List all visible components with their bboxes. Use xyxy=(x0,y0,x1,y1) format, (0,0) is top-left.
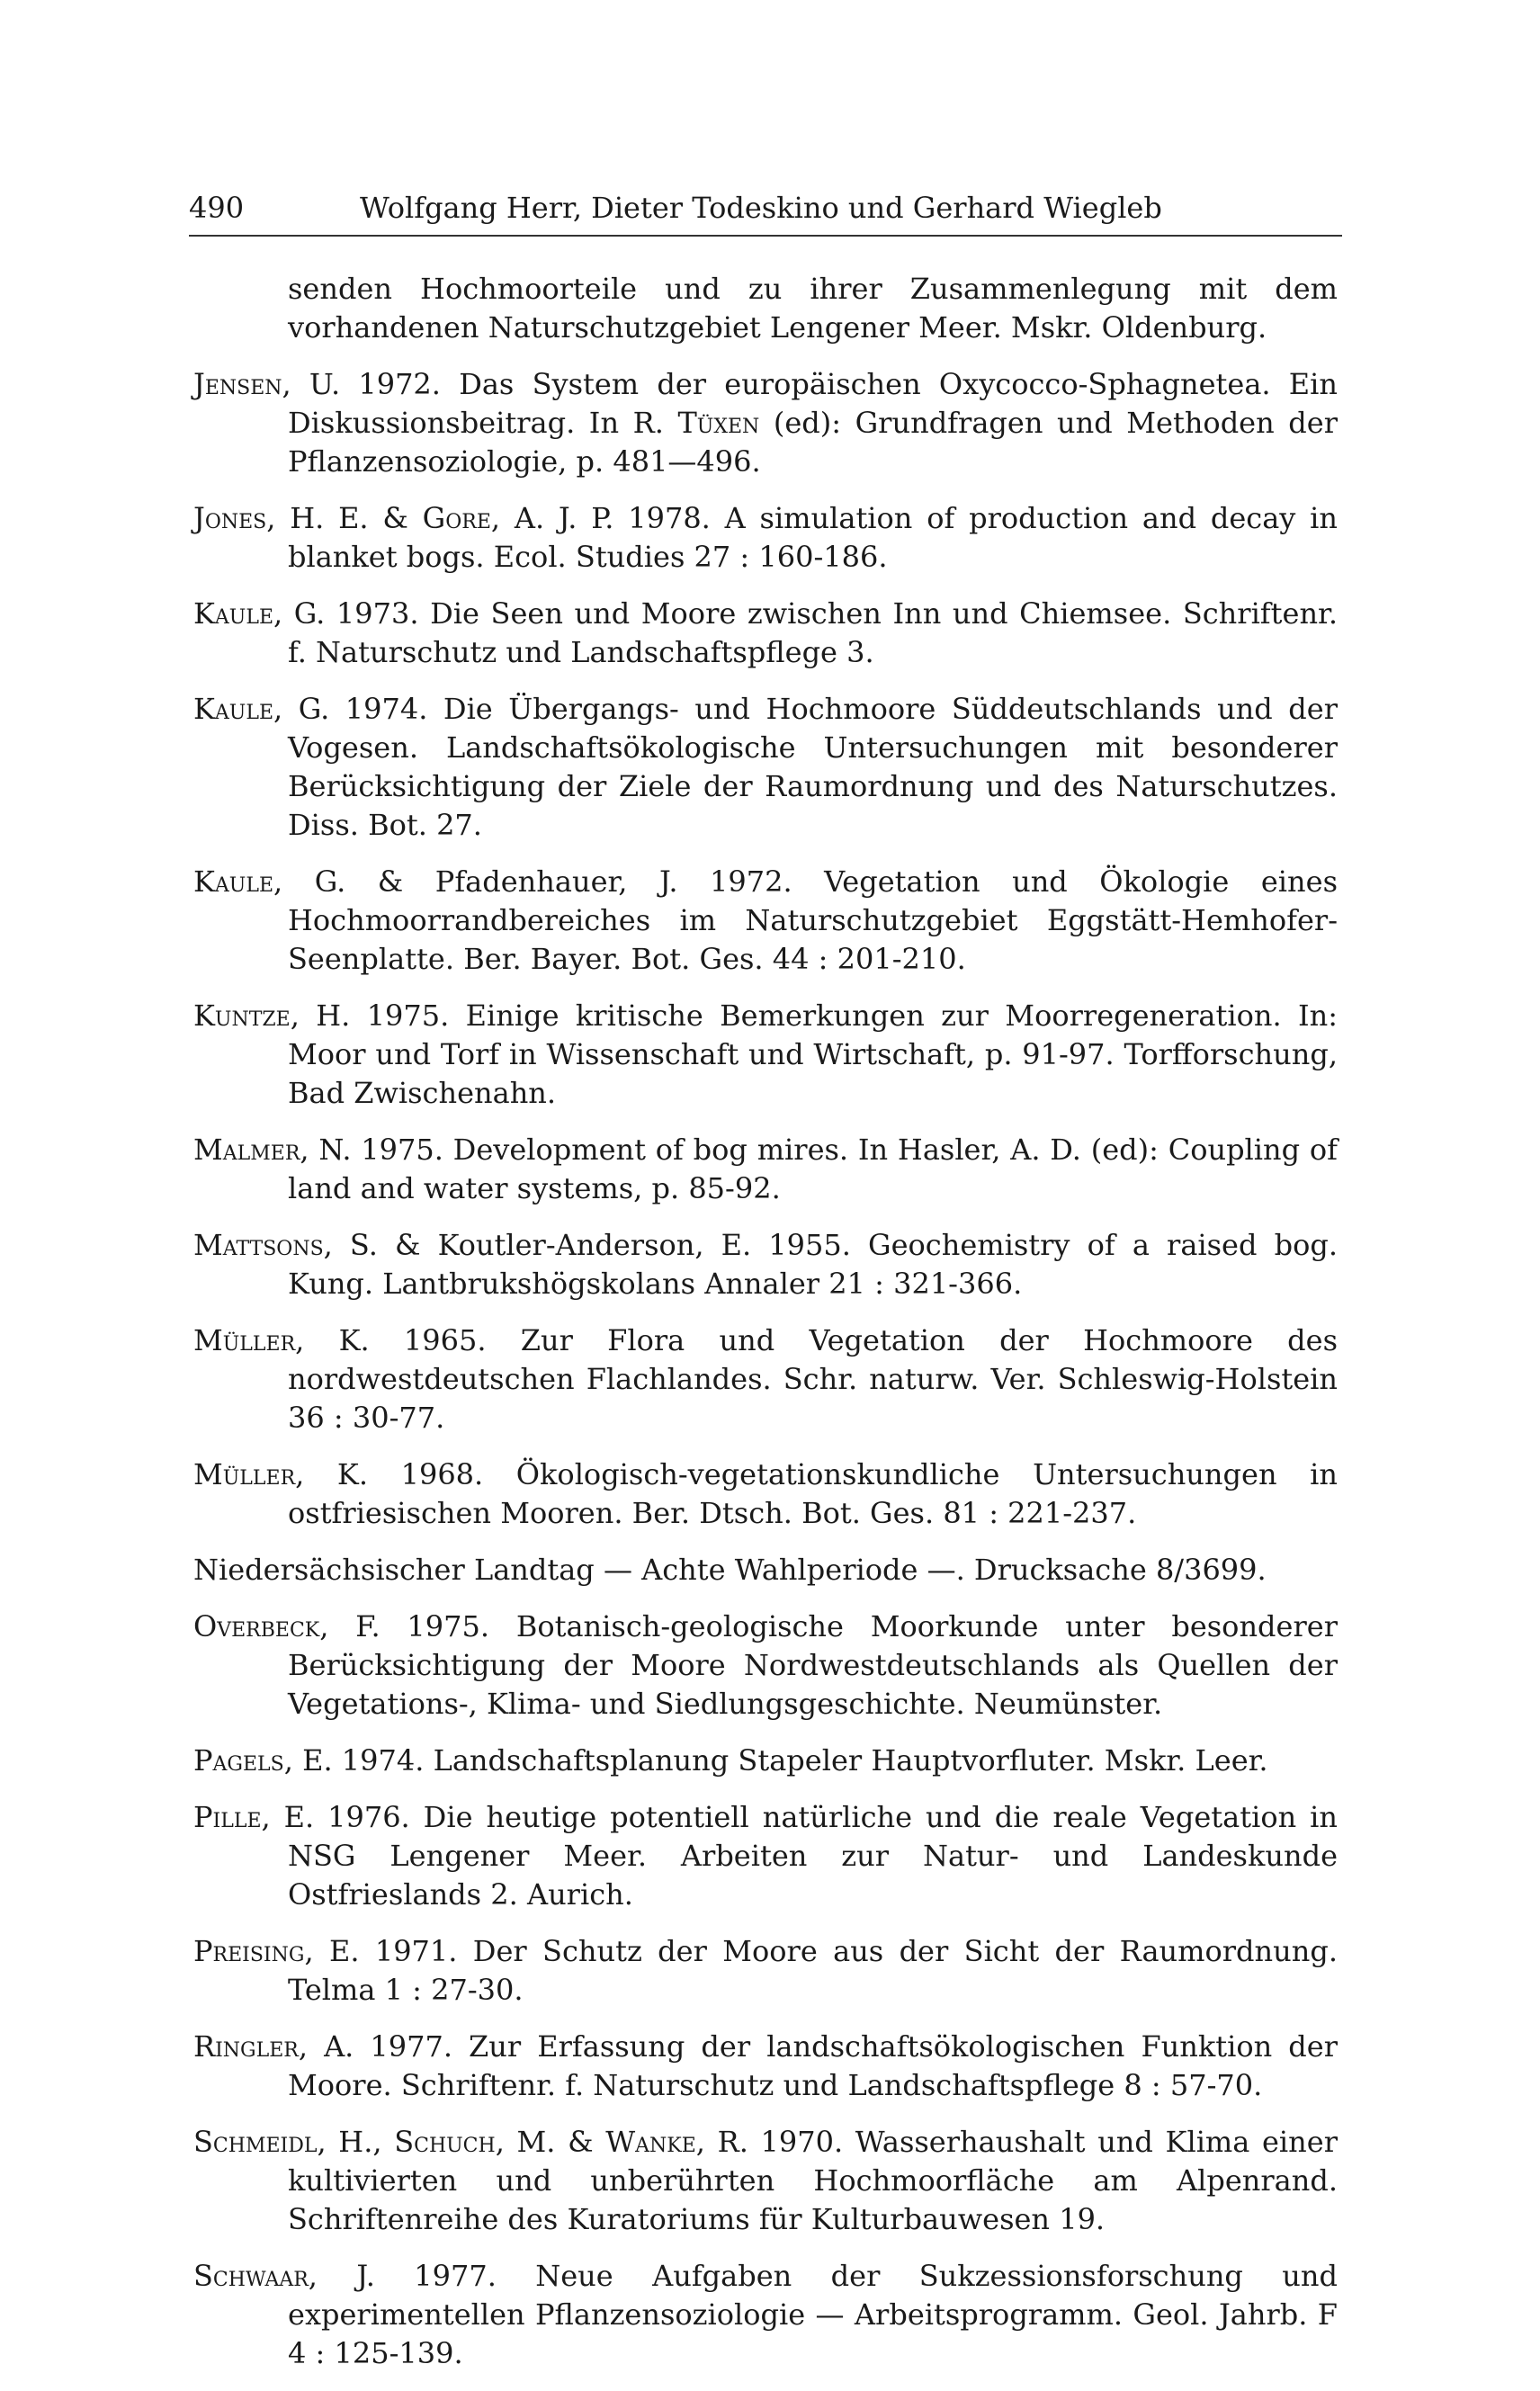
reference-author: Pagels xyxy=(193,1743,284,1778)
reference-entry xyxy=(193,1551,1338,1590)
reference-entry xyxy=(193,2028,1338,2105)
reference-text: , E. 1974. Landschaftsplanung Stapeler Hauptvorfluter. Mskr. Leer. xyxy=(283,1743,1268,1778)
reference-text: Niedersächsischer Landtag — Achte Wahlperiode —. Drucksache 8/3699. xyxy=(193,1553,1267,1587)
reference-text: , R. 1970. Wasserhaushalt und Klima einer kultivierten und unberührten Hochmoorfläche am Alpenrand. Schriftenreihe des Kuratoriums für Kulturbauwesen 19. xyxy=(288,2125,1339,2236)
reference-text: senden Hochmoorteile und zu ihrer Zusammenlegung mit dem vorhandenen Naturschutzgebiet Lengener Meer. Mskr. Oldenburg. xyxy=(288,272,1338,345)
reference-entry xyxy=(193,1798,1338,1914)
reference-text: , N. 1975. Development of bog mires. In Hasler, A. D. (ed): Coupling of land and water systems, p. 85-92. xyxy=(288,1133,1338,1205)
reference-text: , G. 1974. Die Übergangs- und Hochmoore Süddeutschlands und der Vogesen. Landschaftsökologische Untersuchungen mit besonderer Berücksichtigung der Ziele der Raumordnung und des Naturschutzes. Diss. Bot. 27. xyxy=(273,692,1338,842)
reference-author: Kaule xyxy=(193,864,274,899)
reference-author: Kaule xyxy=(193,596,274,631)
reference-entry xyxy=(193,1131,1338,1208)
reference-text: (ed): Grundfragen und Methoden der Pflanzensoziologie, p. 481—496. xyxy=(288,406,1339,479)
reference-entry xyxy=(193,499,1338,577)
reference-text: , G. 1973. Die Seen und Moore zwischen Inn und Chiemsee. Schriftenr. f. Naturschutz und Landschaftspflege 3. xyxy=(273,596,1338,669)
reference-author: Ringler xyxy=(193,2029,299,2064)
reference-text: , K. 1965. Zur Flora und Vegetation der Hochmoore des nordwestdeutschen Flachlandes. Schr. naturw. Ver. Schleswig-Holstein 36 : 30-77. xyxy=(288,1323,1338,1435)
reference-text: , E. 1976. Die heutige potentiell natürliche und die reale Vegetation in NSG Lengener Meer. Arbeiten zur Natur- und Landeskunde Ostfrieslands 2. Aurich. xyxy=(261,1800,1338,1912)
reference-author: Jones xyxy=(193,501,267,535)
reference-text: , E. 1971. Der Schutz der Moore aus der Sicht der Raumordnung. Telma 1 : 27-30. xyxy=(288,1934,1338,2007)
reference-author: Pille xyxy=(193,1800,262,1834)
reference-author: Kaule xyxy=(193,692,274,726)
reference-text: , M. & xyxy=(495,2125,606,2159)
reference-text: , G. & Pfadenhauer, J. 1972. Vegetation und Ökologie eines Hochmoorrandbereiches im Naturschutzgebiet Eggstätt-Hemhofer-Seenplatte. Ber. Bayer. Bot. Ges. 44 : 201-210. xyxy=(273,864,1338,976)
reference-entry xyxy=(193,595,1338,672)
reference-author: Preising xyxy=(193,1934,305,1968)
reference-text: , A. J. P. 1978. A simulation of production and decay in blanket bogs. Ecol. Studies 27 : 160-186. xyxy=(288,501,1339,574)
reference-entry xyxy=(193,1455,1338,1533)
page-header xyxy=(189,184,1342,237)
reference-text: , J. 1977. Neue Aufgaben der Sukzessionsforschung und experimentellen Pflanzensoziologie — Arbeitsprogramm. Geol. Jahrb. F 4 : 125-139. xyxy=(288,2259,1338,2370)
reference-entry xyxy=(193,365,1338,481)
reference-text: , S. & Koutler-Anderson, E. 1955. Geochemistry of a raised bog. Kung. Lantbrukshögskolans Annaler 21 : 321-366. xyxy=(288,1228,1338,1301)
reference-author: Schmeidl xyxy=(193,2125,318,2159)
reference-author: Jensen xyxy=(193,367,282,401)
reference-entry xyxy=(193,2257,1338,2373)
reference-entry xyxy=(193,1226,1338,1303)
reference-entry xyxy=(193,1607,1338,1724)
reference-author: Gore xyxy=(422,501,491,535)
reference-author: Overbeck xyxy=(193,1609,320,1643)
reference-author: Müller xyxy=(193,1323,296,1357)
reference-author: Schwaar xyxy=(193,2259,309,2293)
reference-author: Müller xyxy=(193,1457,296,1491)
reference-author: Mattsons xyxy=(193,1228,324,1262)
reference-text: , K. 1968. Ökologisch-vegetationskundliche Untersuchungen in ostfriesischen Mooren. Ber. Dtsch. Bot. Ges. 81 : 221-237. xyxy=(288,1457,1338,1530)
reference-text: , U. 1972. Das System der europäischen Oxycocco-Sphagnetea. Ein Diskussionsbeitrag. In R. xyxy=(282,367,1338,440)
reference-entry xyxy=(193,1932,1338,2010)
reference-author: Schuch xyxy=(394,2125,496,2159)
reference-author: Malmer xyxy=(193,1133,300,1167)
reference-entry xyxy=(193,1742,1338,1780)
reference-entry xyxy=(193,270,1338,347)
reference-entry xyxy=(193,863,1338,979)
reference-entry xyxy=(193,2123,1338,2239)
reference-text: , H. 1975. Einige kritische Bemerkungen zur Moorregeneration. In: Moor und Torf in Wissenschaft und Wirtschaft, p. 91-97. Torfforschung, Bad Zwischenahn. xyxy=(288,998,1338,1110)
reference-author: Tüxen xyxy=(677,406,760,440)
page-number: 490 xyxy=(189,191,245,225)
running-title: Wolfgang Herr, Dieter Todeskino und Gerhard Wiegleb xyxy=(360,191,1162,225)
reference-entry xyxy=(193,690,1338,845)
reference-author: Kuntze xyxy=(193,998,291,1033)
reference-text: , H. E. & xyxy=(266,501,423,535)
reference-entry xyxy=(193,997,1338,1113)
reference-text: , A. 1977. Zur Erfassung der landschaftsökologischen Funktion der Moore. Schriftenr. f. Naturschutz und Landschaftspflege 8 : 57-70. xyxy=(288,2029,1338,2102)
reference-entry xyxy=(193,1321,1338,1437)
reference-text: , F. 1975. Botanisch-geologische Moorkunde unter besonderer Berücksichtigung der Moore Nordwestdeutschlands als Quellen der Vegetations-, Klima- und Siedlungsgeschichte. Neumünster. xyxy=(288,1609,1338,1721)
reference-author: Wanke xyxy=(605,2125,696,2159)
reference-text: , H., xyxy=(317,2125,395,2159)
reference-list xyxy=(193,270,1338,2391)
